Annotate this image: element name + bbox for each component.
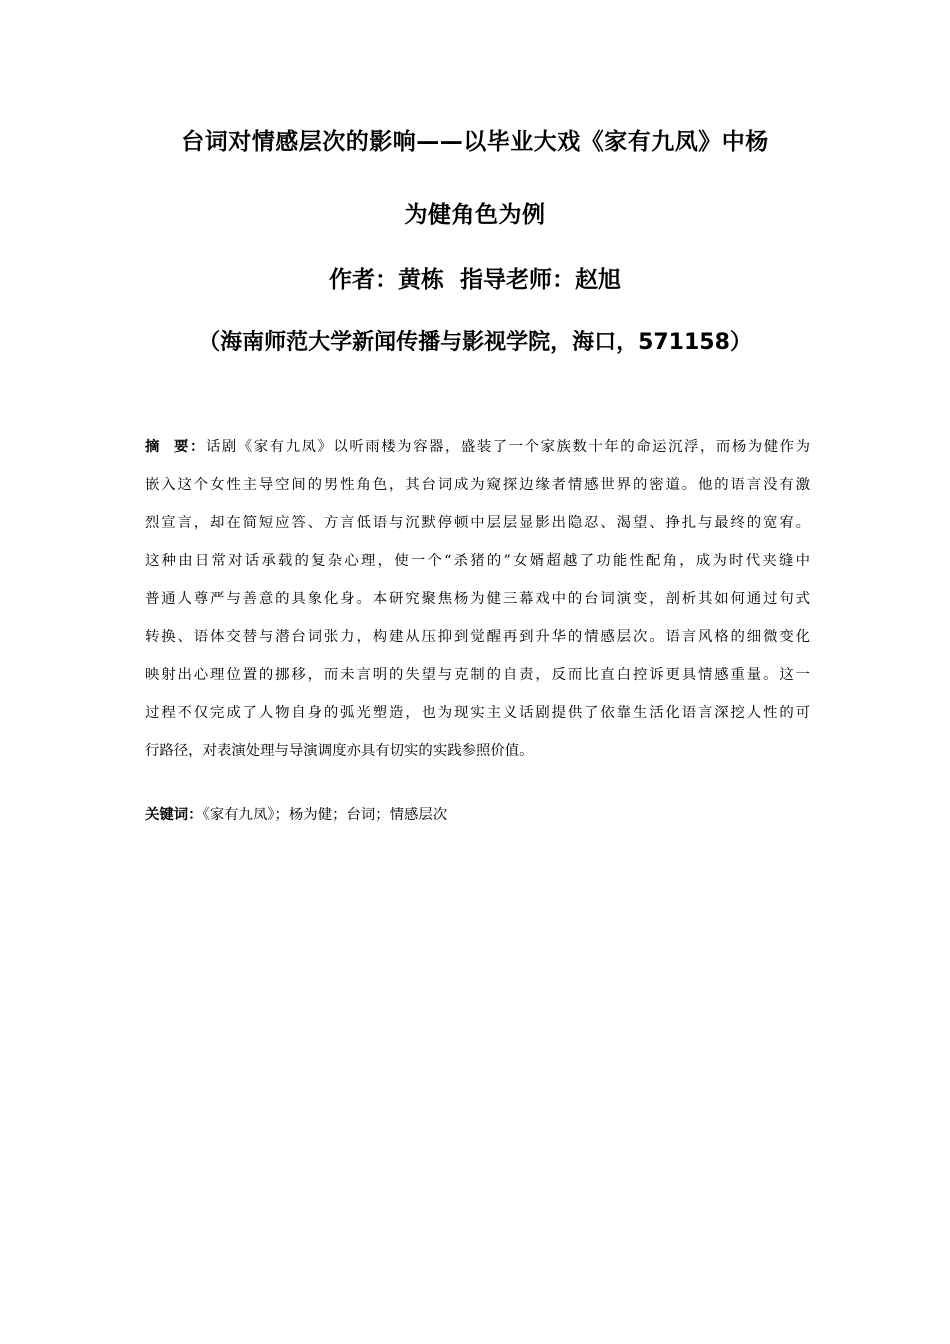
keywords bbox=[145, 800, 810, 830]
abstract-line: 行路径，对表演处理与导演调度亦具有切实的实践参照价值。 bbox=[145, 743, 534, 759]
abstract-line: 普通人尊严与善意的具象化身。本研究聚焦杨为健三幕戏中的台词演变，剖析其如何通过句式 bbox=[145, 591, 810, 607]
abstract-line: 烈宣言，却在简短应答、方言低语与沉默停顿中层层显影出隐忍、渴望、挣扎与最终的宽宥。 bbox=[145, 515, 810, 531]
abstract-line: 映射出心理位置的挪移，而未言明的失望与克制的自责，反而比直白控诉更具情感重量。这一 bbox=[145, 667, 810, 683]
abstract bbox=[145, 432, 810, 774]
affiliation: （海南师范大学新闻传播与影视学院，海口，571158） bbox=[198, 330, 752, 355]
abstract-label: 摘 要： bbox=[145, 439, 206, 455]
keywords-text: 《家有九凤》；杨为健；台词；情感层次 bbox=[202, 807, 448, 823]
paper-title-line-2: 为健角色为例 bbox=[404, 202, 546, 228]
author-line bbox=[100, 265, 850, 295]
author-label: 作者： bbox=[328, 267, 398, 293]
abstract-line: 转换、语体交替与潜台词张力，构建从压抑到觉醒再到升华的情感层次。语言风格的细微变化 bbox=[145, 629, 810, 645]
author-name: 黄栋 bbox=[397, 267, 444, 293]
keywords-label: 关键词： bbox=[145, 807, 203, 823]
abstract-line: 这种由日常对话承载的复杂心理，使一个“杀猪的”女婿超越了功能性配角，成为时代夹缝中 bbox=[145, 553, 810, 569]
paper-title-line-1: 台词对情感层次的影响——以毕业大戏《家有九凤》中杨 bbox=[181, 129, 769, 155]
advisor-label: 指导老师： bbox=[460, 267, 575, 293]
abstract-line: 嵌入这个女性主导空间的男性角色，其台词成为窥探边缘者情感世界的密道。他的语言没有激 bbox=[145, 477, 810, 493]
abstract-line: 摘 要：话剧《家有九凤》以听雨楼为容器，盛装了一个家族数十年的命运沉浮，而杨为健作为 bbox=[145, 439, 810, 455]
advisor-name: 赵旭 bbox=[575, 267, 621, 293]
abstract-line: 过程不仅完成了人物自身的弧光塑造，也为现实主义话剧提供了依靠生活化语言深挖人性的可 bbox=[145, 705, 810, 721]
